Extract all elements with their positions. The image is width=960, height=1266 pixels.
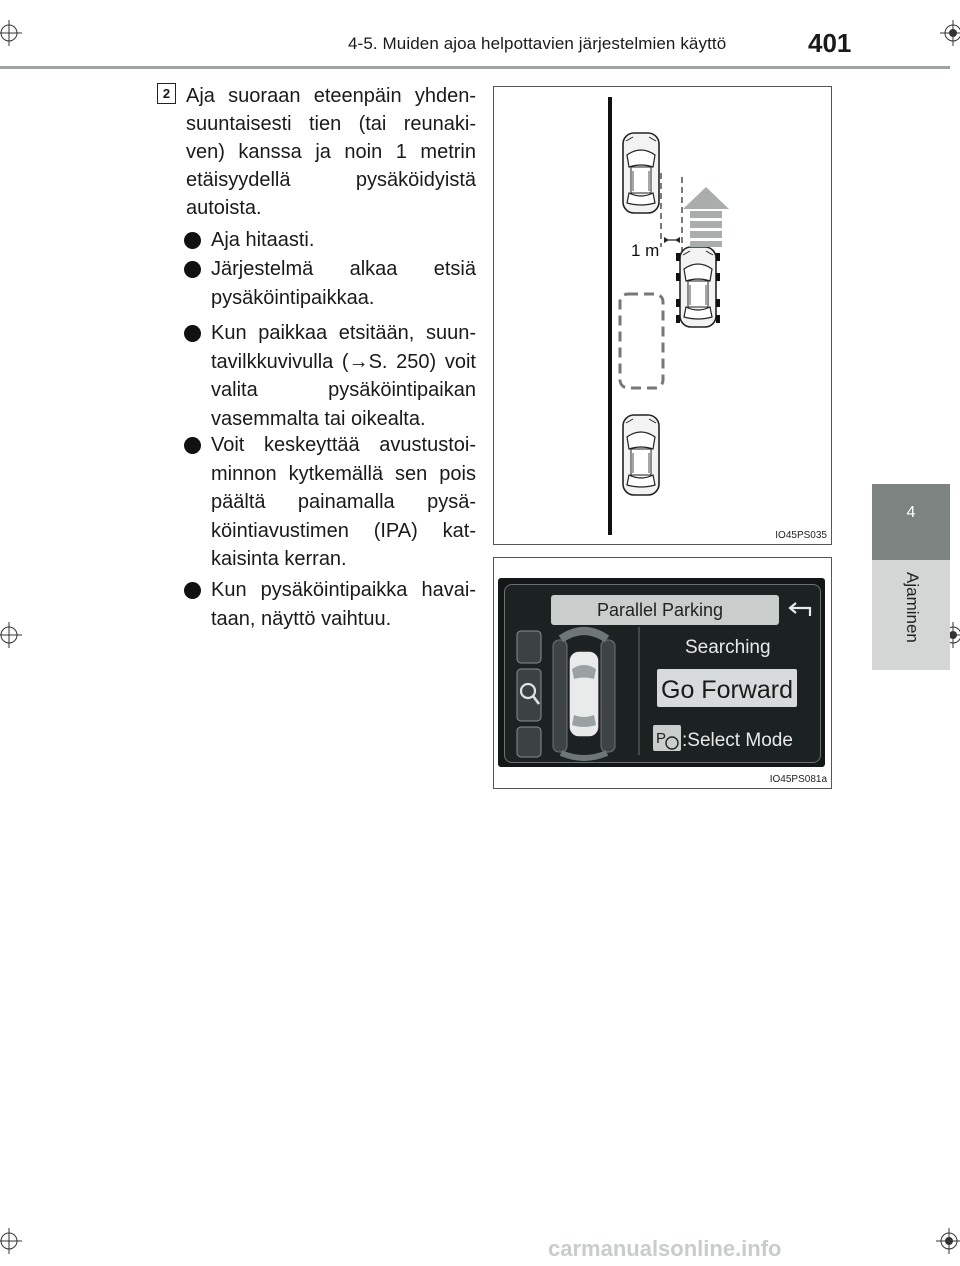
bullet-text: Voit keskeyttää avustustoi-minnon kytkemällä sen pois päältä painamalla pysä-köintiavustimen (IPA) kat-kaisinta kerran. [211,434,476,570]
parking-diagram-figure [493,86,832,545]
crop-mark-mid-left [0,622,22,648]
forward-arrow-icon [683,187,729,247]
bullet-text: Kun pysäköintipaikka havai-taan, näyttö vaihtuu. [211,579,476,630]
watermark: carmanualsonline.info [548,1236,782,1261]
search-button[interactable] [517,669,541,721]
bullet-item [184,319,476,433]
display-content [505,585,820,762]
multi-display [498,578,825,767]
page-number: 401 [808,28,852,58]
crop-mark-bottom-right [936,1228,960,1254]
status-text: Searching [685,637,771,658]
side-button-bottom[interactable] [517,727,541,757]
chapter-label-tab [872,560,950,670]
parking-key-label: P [656,730,667,747]
bullet-item [184,226,476,255]
display-panel [504,584,821,763]
parking-diagram [494,87,831,544]
bullet-text: Kun paikkaa etsitään, suun-tavilkkuvivulla (→S. 250) voit valita pysäköintipaikan vasemmalta tai oikealta. [211,322,476,430]
distance-label: 1 m [631,241,660,260]
chapter-number: 4 [906,504,916,521]
bullet-icon [184,437,201,454]
bullet-icon [184,261,201,278]
bullet-text: Aja hitaasti. [211,229,315,251]
back-icon[interactable] [790,603,810,616]
crop-mark-top-right [940,20,960,46]
bullet-item [184,255,476,312]
crop-mark-top-left [0,20,22,46]
crop-mark-bottom-left [0,1228,22,1254]
bullet-icon [184,325,201,342]
own-car-icon [676,247,720,327]
section-title: 4-5. Muiden ajoa helpottavien järjestelmien käyttö [348,34,727,53]
chapter-tab [872,484,950,560]
parked-car-icon [623,415,659,495]
bullet-item [184,431,476,574]
parked-car-icon [623,133,659,213]
side-button-top[interactable] [517,631,541,663]
bullet-text: Järjestelmä alkaa etsiä pysäköintipaikkaa. [211,258,476,309]
screen-title: Parallel Parking [597,600,724,620]
sensor-car-icon [553,631,615,758]
step-intro-text: Aja suoraan eteenpäin yhden-suuntaisesti tien (tai reunaki-ven) kanssa ja noin 1 metrin etäisyydellä pysäköidyistä autoista. [186,85,476,219]
parking-space-outline [620,294,663,388]
select-mode-label: :Select Mode [682,730,793,751]
display-screen-figure [493,557,832,789]
bullet-item [184,576,476,633]
header-divider [0,66,950,69]
bullet-icon [184,582,201,599]
bullet-icon [184,232,201,249]
instruction-text: Go Forward [661,676,793,704]
chapter-label: Ajaminen [903,572,922,643]
step-number-badge: 2 [157,83,176,104]
figure-code: IO45PS035 [775,530,827,541]
figure-code: IO45PS081a [769,774,827,785]
